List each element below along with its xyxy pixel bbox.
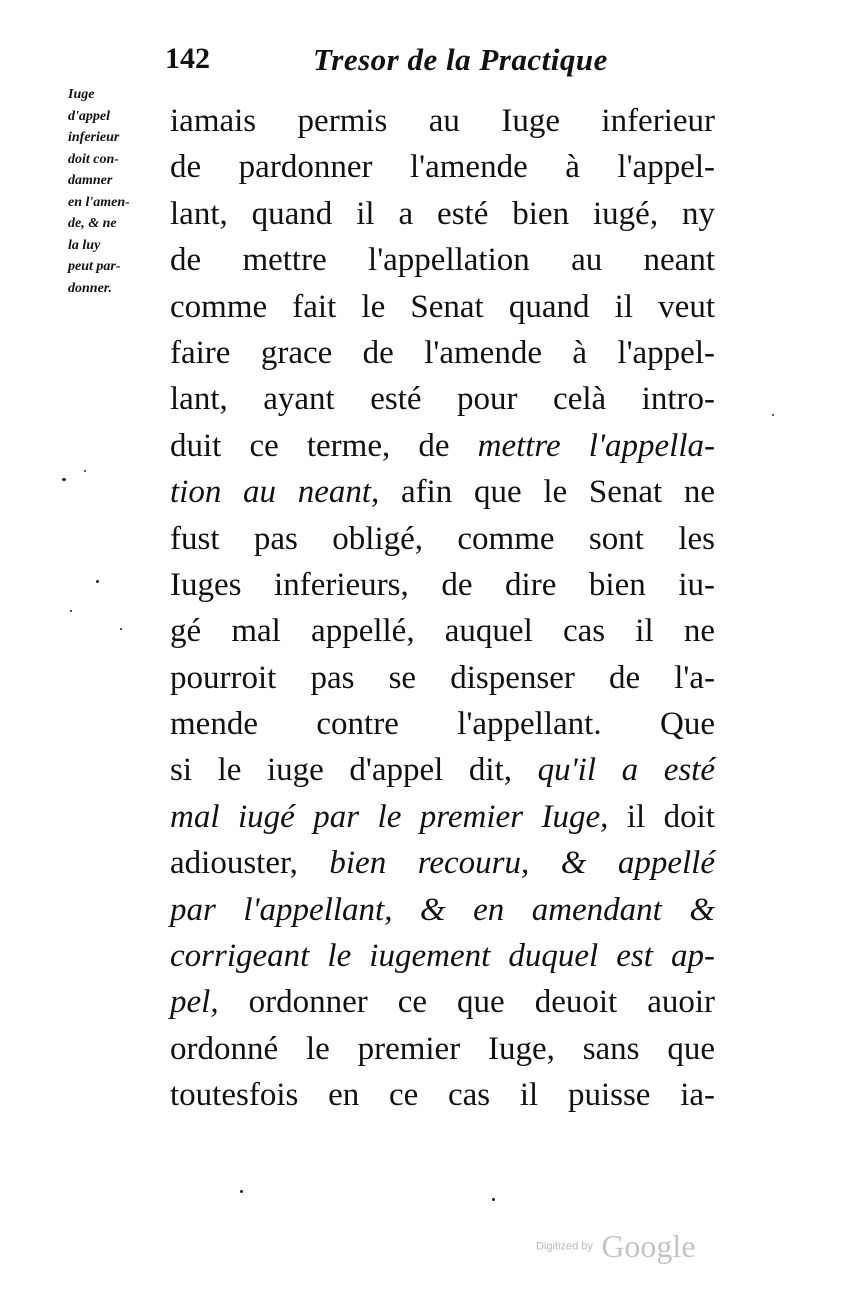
margin-note-line: Iuge (68, 87, 95, 102)
text-line (170, 469, 715, 515)
margin-note-line: damner (68, 173, 113, 188)
google-logo: Google (601, 1228, 696, 1264)
text-line-roman: il doit (608, 798, 715, 835)
text-line: gé mal appellé, auquel cas il ne (170, 613, 715, 650)
text-line: lant, ayant esté pour celà intro- (170, 381, 715, 418)
text-line: fust pas obligé, comme sont les (170, 520, 715, 557)
text-line: mende contre l'appellant. Que (170, 706, 715, 743)
text-line: iamais permis au Iuge inferieur (170, 103, 715, 139)
text-line: lant, quand il a esté bien iugé, ny (170, 195, 715, 232)
text-line: comme fait le Senat quand il veut (170, 288, 715, 325)
text-line-italic: mal iugé par le premier Iuge, (170, 798, 609, 835)
margin-note-line: de, & ne (68, 216, 117, 231)
text-line (170, 794, 715, 840)
text-line-italic: tion au neant, (170, 474, 380, 511)
digitized-watermark (536, 1228, 696, 1265)
text-line (170, 747, 715, 793)
text-line-italic: qu'il a esté (537, 752, 715, 789)
text-line-italic: bien recouru, & appellé (329, 845, 715, 882)
text-line (170, 423, 715, 469)
page-number: 142 (165, 42, 210, 75)
scan-speck (120, 628, 122, 630)
scan-speck (772, 414, 774, 416)
scan-speck (62, 478, 66, 481)
text-line-roman: afin que le Senat ne (379, 474, 715, 511)
text-line (170, 979, 715, 1025)
text-line: de pardonner l'amende à l'appel- (170, 149, 715, 186)
text-line-roman: duit ce terme, de (170, 427, 478, 464)
text-line-italic: mettre l'appella- (477, 427, 716, 464)
text-line: pourroit pas se dispenser de l'a- (170, 659, 715, 696)
text-line: de mettre l'appellation au neant (170, 242, 715, 279)
margin-note-line: doit con- (68, 151, 119, 167)
body-text (170, 98, 730, 1119)
text-line: ordonné le premier Iuge, sans que (170, 1030, 715, 1067)
text-line-roman: ordonner ce que deuoit auoir (218, 984, 715, 1021)
margin-note-line: donner. (68, 280, 112, 296)
text-line-roman: adiouster, (170, 845, 330, 882)
digitized-label: Digitized by (536, 1240, 593, 1253)
scan-speck (96, 580, 99, 583)
page-header (165, 42, 725, 86)
scan-speck (240, 1190, 243, 1193)
margin-note-line: peut par- (68, 259, 121, 274)
scan-speck (84, 470, 86, 472)
margin-note-line: la luy (68, 237, 101, 253)
margin-note (68, 84, 166, 299)
scan-speck (70, 610, 72, 612)
margin-note-line: inferieur (68, 130, 120, 145)
running-title: Tresor de la Practique (313, 42, 608, 77)
text-line-italic: pel, (170, 984, 219, 1021)
text-line (170, 840, 715, 886)
margin-note-line: en l'amen- (68, 194, 130, 210)
text-line: faire grace de l'amende à l'appel- (170, 334, 715, 371)
margin-note-line: d'appel (68, 108, 110, 124)
text-line: corrigeant le iugement duquel est ap- (170, 938, 715, 975)
text-line-roman: si le iuge d'appel dit, (170, 752, 538, 789)
scan-speck (492, 1198, 495, 1201)
text-line: toutesfois en ce cas il puisse ia- (170, 1077, 715, 1114)
text-line: Iuges inferieurs, de dire bien iu- (170, 566, 715, 603)
text-line: par l'appellant, & en amendant & (170, 891, 715, 928)
